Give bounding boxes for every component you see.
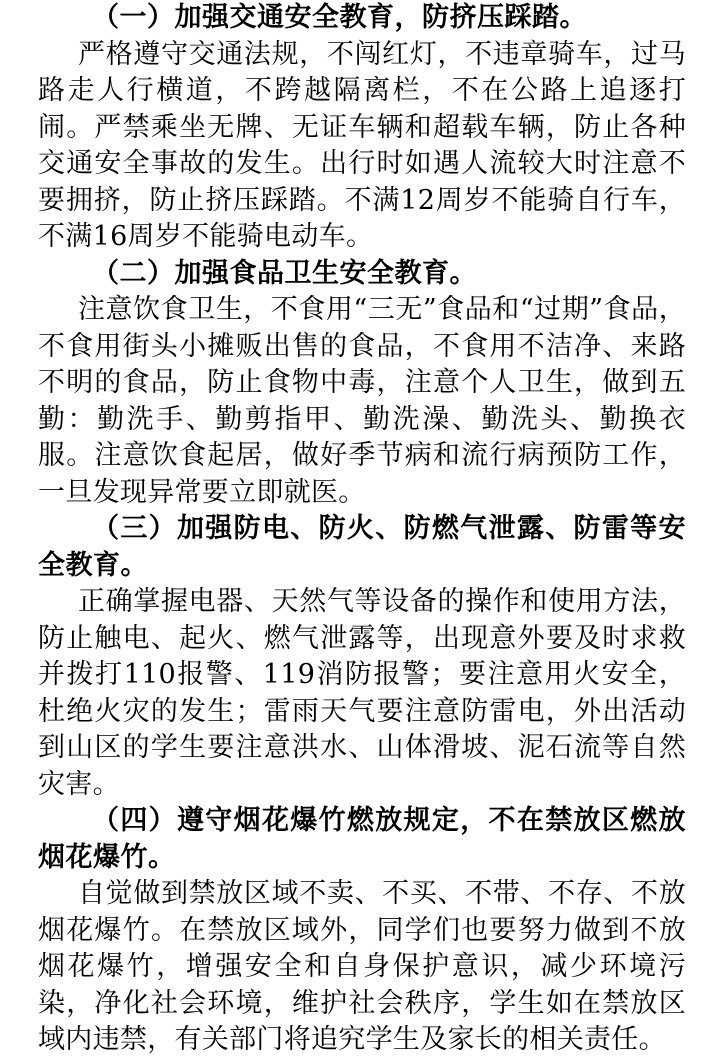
section-heading: （二）加强食品卫生安全教育。 bbox=[92, 257, 477, 289]
section-heading: （三）加强防电、防火、防燃气泄露、防雷等安全教育。 bbox=[38, 513, 686, 581]
document-page bbox=[38, 0, 686, 1059]
section-body: 注意饮食卫生，不食用“三无”食品和“过期”食品，不食用街头小摊贩出售的食品，不食用不洁净、来路不明的食品，防止食物中毒，注意个人卫生，做到五勤：勤洗手、勤剪指甲、勤洗澡、勤洗头、勤换衣服。注意饮食起居，做好季节病和流行病预防工作，一旦发现异常要立即就医。 bbox=[38, 294, 686, 508]
section-heading: （一）加强交通安全教育，防挤压踩踏。 bbox=[92, 2, 587, 33]
section-heading: （四）遵守烟花爆竹燃放规定，不在禁放区燃放烟花爆竹。 bbox=[38, 805, 686, 873]
section-food-safety bbox=[38, 256, 686, 512]
section-traffic-safety bbox=[38, 0, 686, 256]
section-body: 自觉做到禁放区域不卖、不买、不带、不存、不放烟花爆竹。在禁放区域外，同学们也要努力做到不放烟花爆竹，增强安全和自身保护意识，减少环境污染，净化社会环境，维护社会秩序，学生如在禁放区域内违禁，有关部门将追究学生及家长的相关责任。 bbox=[38, 878, 686, 1055]
section-body: 严格遵守交通法规，不闯红灯，不违章骑车，过马路走人行横道，不跨越隔离栏，不在公路上追逐打闹。严禁乘坐无牌、无证车辆和超载车辆，防止各种交通安全事故的发生。出行时如遇人流较大时注意不要拥挤，防止挤压踩踏。不满12周岁不能骑自行车，不满16周岁不能骑电动车。 bbox=[38, 38, 686, 252]
section-body: 正确掌握电器、天然气等设备的操作和使用方法，防止触电、起火、燃气泄露等，出现意外要及时求救并拨打110报警、119消防报警；要注意用火安全，杜绝火灾的发生；雷雨天气要注意防雷电，外出活动到山区的学生要注意洪水、山体滑坡、泥石流等自然灾害。 bbox=[38, 586, 686, 800]
section-fireworks-rules bbox=[38, 803, 686, 1059]
section-electric-fire-gas-lightning-safety bbox=[38, 511, 686, 803]
